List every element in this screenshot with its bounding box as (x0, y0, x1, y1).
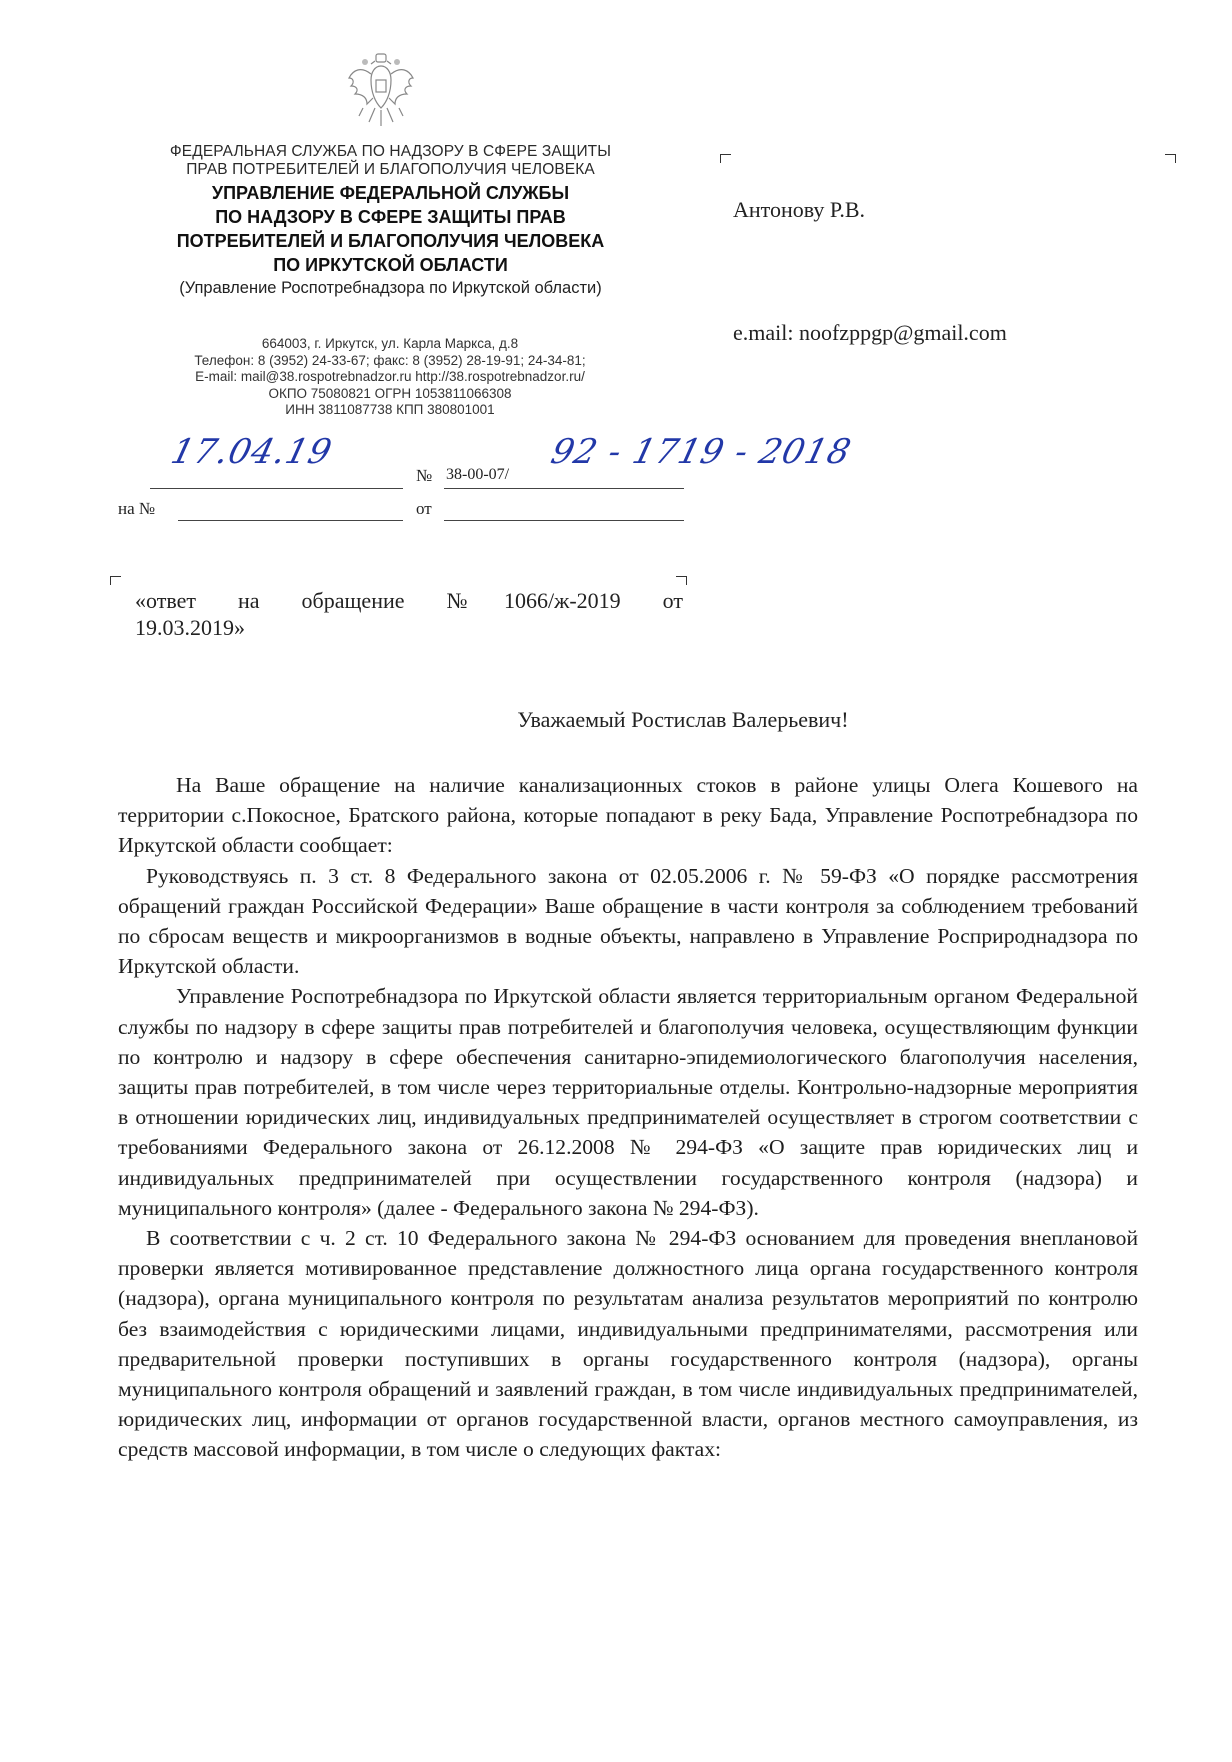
department-line: ПО НАДЗОРУ В СФЕРЕ ЗАЩИТЫ ПРАВ (215, 207, 566, 227)
org-line: ФЕДЕРАЛЬНАЯ СЛУЖБА ПО НАДЗОРУ В СФЕРЕ ЗАЩИТЫ (169, 143, 612, 160)
department-line: УПРАВЛЕНИЕ ФЕДЕРАЛЬНОЙ СЛУЖБЫ (211, 183, 570, 203)
subject-line: «ответ на обращение №1066/ж-2019 от (135, 588, 683, 613)
salutation (0, 707, 1232, 733)
reference-date-label: от (416, 499, 432, 518)
addressee-corner-mark (1165, 154, 1176, 163)
salutation-text: Уважаемый Ростислав Валерьевич! (517, 707, 849, 732)
body-paragraph: В соответствии с ч. 2 ст. 10 Федерального закона № 294-ФЗ основанием для проведения внеплановой проверки является мотивированное представление должностного лица органа государственного контроля (надзора), органа муниципального контроля по результатам анализа результатов мероприятий по контролю без взаимодействия с юридическими лицами, индивидуальными предпринимателями, рассмотрения или предварительной проверки поступивших в органы государственного контроля (надзора), органы муниципального контроля обращений и заявлений граждан, в том числе индивидуальных предпринимателей, юридических лиц, информации от органов государственной власти, органов местного самоуправления, из средств массовой информации, в том числе о следующих фактах: (118, 1226, 1138, 1462)
letter-body (118, 770, 1138, 1465)
addressee-corner-mark (720, 154, 731, 163)
body-paragraph: На Ваше обращение на наличие канализационных стоков в районе улицы Олега Кошевого на территории с.Покосное, Братского района, которые попадают в реку Бада, Управление Роспотребнадзора по Иркутской области сообщает: (118, 773, 1138, 858)
org-line: ПРАВ ПОТРЕБИТЕЛЕЙ И БЛАГОПОЛУЧИЯ ЧЕЛОВЕКА (186, 161, 595, 178)
subject-corner-mark (676, 576, 687, 585)
body-paragraph: Управление Роспотребнадзора по Иркутской области является территориальным органом Федеральной службы по надзору в сфере защиты прав потребителей и благополучия человека, осуществляющим функции по контролю и надзору в сфере обеспечения санитарно-эпидемиологического благополучия населения, защиты прав потребителей, в том числе через территориальные отделы. Контрольно-надзорные мероприятия в отношении юридических лиц, индивидуальных предпринимателей осуществляет в строгом соответствии с требованиями Федерального закона от 26.12.2008 № 294-ФЗ «О защите прав юридических лиц и индивидуальных предпринимателей при осуществлении государственного контроля (надзора) и муниципального контроля» (далее - Федерального закона № 294-ФЗ). (118, 984, 1138, 1220)
russian-coat-of-arms-icon (345, 52, 417, 132)
body-paragraph: Руководствуясь п. 3 ст. 8 Федерального закона от 02.05.2006 г. № 59-ФЗ «О порядке рассмотрения обращений граждан Российской Федерации» Ваше обращение в части контроля за соблюдением требований по сбросам веществ и микроорганизмов в водные объекты, направлено в Управление Росприроднадзора по Иркутской области. (118, 863, 1138, 979)
handwritten-outgoing-number: 92 - 1719 - 2018 (547, 432, 856, 472)
department-line: ПО ИРКУТСКОЙ ОБЛАСТИ (273, 255, 508, 275)
number-label: № (416, 466, 433, 485)
phone-fax: Телефон: 8 (3952) 24-33-67; факс: 8 (3952) 28-19-91; 24-34-81; (194, 352, 586, 368)
department-short-name: (Управление Роспотребнадзора по Иркутской области) (179, 279, 602, 297)
reference-number-label: на № (118, 499, 156, 518)
addressee-name: Антонову Р.В. (733, 197, 866, 222)
number-underline (444, 488, 684, 489)
subject-line-2: 19.03.2019» (135, 615, 245, 640)
reference-date-field[interactable] (444, 520, 684, 521)
handwritten-date: 17.04.19 (167, 432, 337, 472)
inn-kpp: ИНН 3811087738 КПП 380801001 (285, 402, 495, 417)
email-website: E-mail: mail@38.rospotrebnadzor.ru http://38.rospotrebnadzor.ru/ (195, 369, 585, 384)
department-line: ПОТРЕБИТЕЛЕЙ И БЛАГОПОЛУЧИЯ ЧЕЛОВЕКА (176, 231, 605, 251)
date-underline (150, 488, 403, 489)
reference-number-field[interactable] (178, 520, 403, 521)
subject-corner-mark (110, 576, 121, 585)
contact-details (130, 336, 650, 419)
address: 664003, г. Иркутск, ул. Карла Маркса, д.8 (261, 336, 519, 351)
okpo-ogrn: ОКПО 75080821 ОГРН 1053811066308 (268, 385, 512, 401)
outgoing-number-prefix: 38-00-07/ (446, 466, 510, 483)
addressee-email: e.mail: noofzppgp@gmail.com (733, 320, 1007, 345)
organization-header (118, 143, 663, 299)
